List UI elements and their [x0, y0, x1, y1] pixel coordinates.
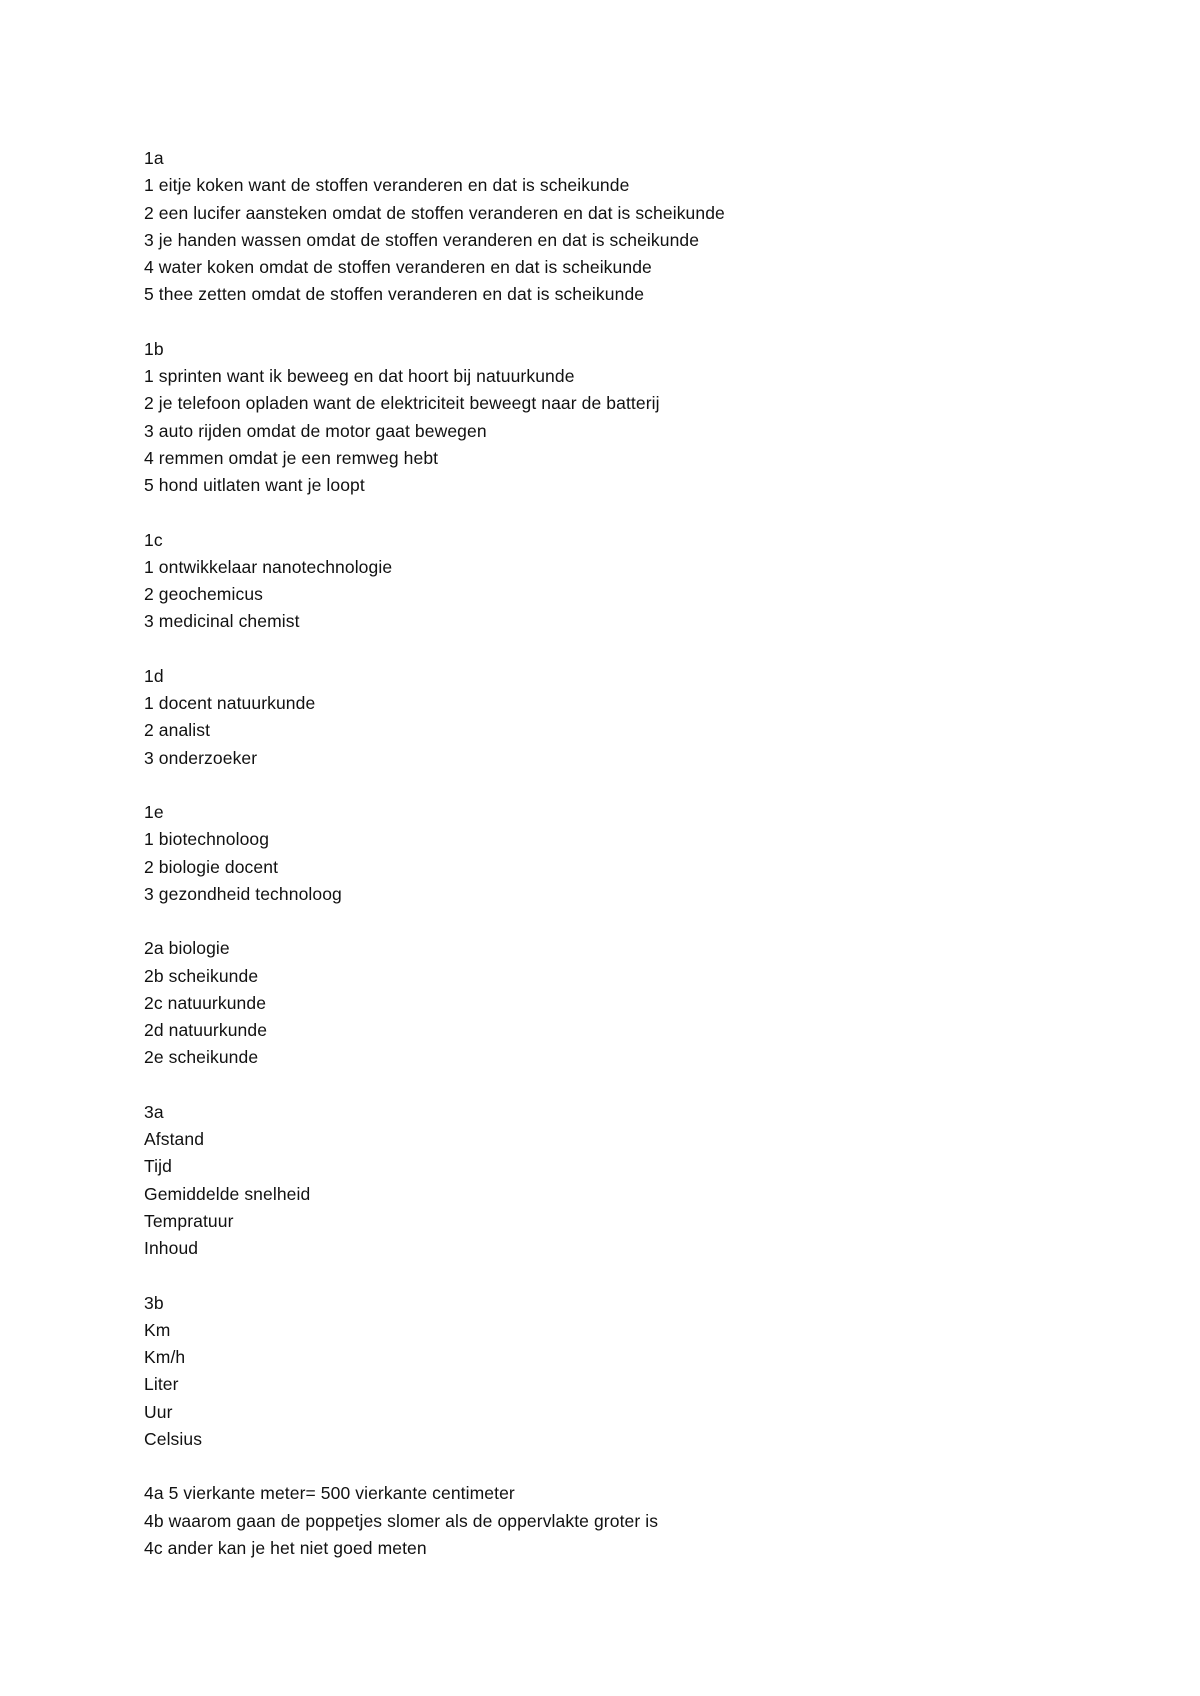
text-line: Celsius: [144, 1428, 203, 1449]
text-line: 2 een lucifer aansteken omdat de stoffen veranderen en dat is scheikunde: [144, 202, 725, 223]
text-line: Inhoud: [144, 1238, 199, 1258]
blank-line: [144, 309, 1104, 336]
blank-line: [144, 772, 1104, 799]
text-line: 1d: [144, 665, 164, 686]
text-line: Tempratuur: [144, 1210, 234, 1231]
text-line: 1a: [144, 148, 164, 168]
text-line: 2 biologie docent: [144, 856, 279, 877]
text-line: 2e scheikunde: [144, 1047, 259, 1068]
text-line: Tijd: [144, 1156, 172, 1177]
text-line: 4b waarom gaan de poppetjes slomer als de oppervlakte groter is: [144, 1510, 659, 1531]
blank-line: [144, 908, 1104, 935]
text-line: 4a 5 vierkante meter= 500 vierkante centimeter: [144, 1483, 515, 1504]
text-line: 5 thee zetten omdat de stoffen veranderen en dat is scheikunde: [144, 284, 645, 305]
text-line: 2d natuurkunde: [144, 1020, 268, 1040]
blank-line: [144, 1072, 1104, 1099]
text-line: 2 analist: [144, 720, 211, 741]
text-line: Km/h: [144, 1347, 186, 1367]
text-line: 4 water koken omdat de stoffen veranderen en dat is scheikunde: [144, 257, 652, 277]
text-line: Liter: [144, 1374, 179, 1395]
text-line: 1e: [144, 802, 164, 822]
text-line: Afstand: [144, 1129, 205, 1149]
text-line: 3 gezondheid technoloog: [144, 883, 342, 904]
text-line: Gemiddelde snelheid: [144, 1183, 311, 1204]
text-line: 3 je handen wassen omdat de stoffen veranderen en dat is scheikunde: [144, 229, 700, 250]
text-line: 3 auto rijden omdat de motor gaat bewegen: [144, 420, 487, 441]
blank-line: [144, 1453, 1104, 1480]
text-line: 1 eitje koken want de stoffen veranderen en dat is scheikunde: [144, 175, 630, 196]
text-line: 1c: [144, 529, 163, 550]
text-line: 3a: [144, 1101, 164, 1122]
text-line: 3 onderzoeker: [144, 747, 258, 768]
text-line: 1 biotechnoloog: [144, 829, 270, 850]
text-line: 2c natuurkunde: [144, 992, 267, 1013]
text-line: Km: [144, 1319, 171, 1340]
text-line: 4 remmen omdat je een remweg hebt: [144, 447, 439, 468]
text-line: 2a biologie: [144, 938, 230, 959]
document-body: [144, 145, 1104, 1562]
text-line: 1 docent natuurkunde: [144, 693, 316, 713]
text-line: 4c ander kan je het niet goed meten: [144, 1537, 427, 1558]
text-line: 1b: [144, 338, 164, 359]
text-line: 1 sprinten want ik beweeg en dat hoort bij natuurkunde: [144, 366, 575, 386]
text-line: 3b: [144, 1292, 164, 1313]
text-line: 5 hond uitlaten want je loopt: [144, 475, 365, 495]
text-line: 2 geochemicus: [144, 584, 264, 604]
text-line: 3 medicinal chemist: [144, 611, 300, 632]
text-line: 2b scheikunde: [144, 965, 259, 986]
blank-line: [144, 1262, 1104, 1289]
blank-line: [144, 636, 1104, 663]
blank-line: [144, 499, 1104, 526]
text-line: 2 je telefoon opladen want de elektriciteit beweegt naar de batterij: [144, 393, 660, 414]
text-line: Uur: [144, 1401, 173, 1422]
text-line: 1 ontwikkelaar nanotechnologie: [144, 556, 393, 577]
